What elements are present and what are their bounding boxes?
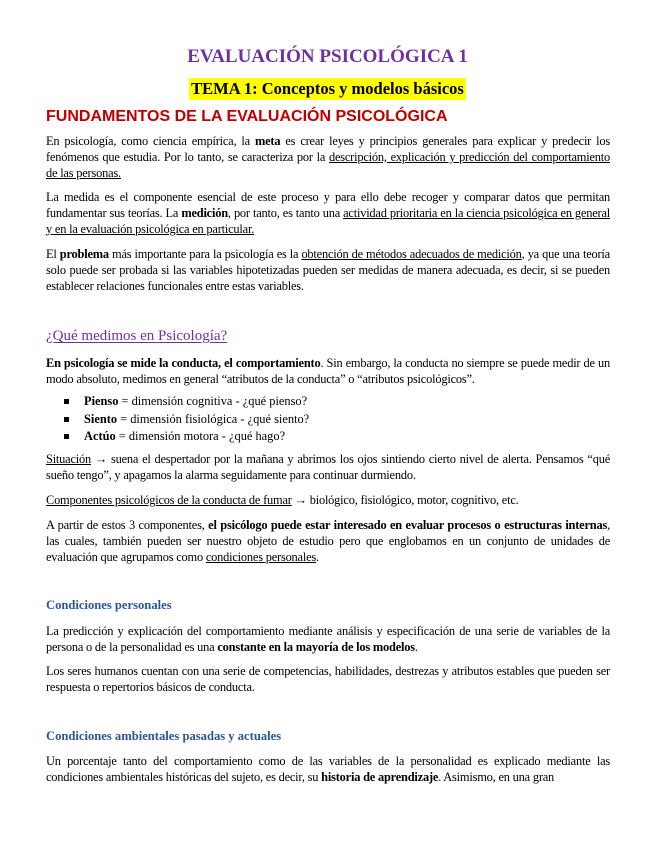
paragraph-conducta — [46, 356, 610, 388]
paragraph-seres-humanos: Los seres humanos cuentan con una serie de competencias, habilidades, destrezas y atributos estables que pueden ser respuesta o repertorios básicos de conducta. — [46, 664, 610, 694]
paragraph-fumar — [46, 493, 610, 509]
text-run: , las cuales, también pueden ser nuestro objeto de estudio pero que englobamos en un conjunto de unidades de evaluación que agrupamos como — [46, 518, 610, 564]
underlined-phrase: Situación — [46, 452, 92, 466]
text-run: A partir de estos 3 componentes, — [46, 518, 209, 532]
text-run: → biológico, fisiológico, motor, cognitivo, etc. — [291, 493, 519, 507]
text-run: . — [414, 639, 418, 654]
text-run: , ya que una teoría solo puede ser probada si las variables hipotetizadas pueden ser medidas de manera adecuada, es decir, si se pueden establecer relaciones funcionales entre estas variables. — [46, 247, 610, 293]
text-run: Un porcentaje tanto del comportamiento como de las variables de la personalidad es explicado mediante las condiciones ambientales históricas del sujeto, es decir, su — [46, 754, 610, 784]
paragraph-situacion — [46, 452, 610, 484]
text-run: La predicción y explicación del comportamiento mediante análisis y especificación de una serie de variables de la persona o de la personalidad es una — [46, 624, 610, 654]
square-bullet-icon — [64, 434, 69, 439]
document-title: EVALUACIÓN PSICOLÓGICA 1 — [187, 46, 468, 67]
list-item — [64, 393, 309, 411]
list-item — [64, 428, 309, 446]
text-run: . Asimismo, en una gran — [438, 769, 555, 784]
text-run: es crear leyes y principios generales para explicar y predecir los fenómenos que estudia. Por lo tanto, se caracteriza por la — [46, 134, 611, 164]
bullet-text: = dimensión motora - ¿qué hago? — [115, 429, 286, 443]
text-run: → suena el despertador por la mañana y abrimos los ojos sintiendo cierto nivel de alerta. Pensamos “qué sueño tengo”, y apagamos la alarma seguidamente para continuar durmiendo. — [46, 452, 610, 482]
bold-term-problema: problema — [59, 247, 109, 261]
paragraph-prediccion — [46, 624, 610, 656]
text-run: . — [316, 549, 319, 564]
paragraph-porcentaje — [46, 754, 610, 786]
bullet-term: Pienso — [84, 394, 119, 408]
paragraph-componentes — [46, 518, 610, 565]
bullet-text: = dimensión cognitiva - ¿qué pienso? — [118, 394, 308, 408]
section-heading-fundamentos: FUNDAMENTOS DE LA EVALUACIÓN PSICOLÓGICA — [46, 108, 448, 125]
heading-condiciones-personales: Condiciones personales — [46, 598, 172, 612]
text-run: . Sin embargo, la conducta no siempre se puede medir de un modo absoluto, medimos en general “atributos de la conducta” o “atributos psicológicos”. — [46, 356, 610, 386]
bullet-term: Siento — [84, 411, 118, 426]
bold-phrase: constante en la mayoría de los modelos — [217, 639, 415, 654]
paragraph-medida — [46, 190, 610, 237]
bullet-term: Actúo — [84, 429, 116, 443]
text-run: más importante para la psicología es la — [108, 247, 302, 261]
underlined-phrase: obtención de métodos adecuados de medición — [301, 247, 522, 261]
heading-condiciones-ambientales: Condiciones ambientales pasadas y actuales — [46, 729, 282, 743]
bold-phrase: historia de aprendizaje — [321, 769, 439, 784]
list-item — [64, 411, 309, 429]
underlined-phrase: Componentes psicológicos de la conducta de fumar — [46, 493, 292, 507]
dimension-list — [64, 393, 309, 446]
text-run: En psicología, como ciencia empírica, la — [46, 134, 255, 148]
square-bullet-icon — [64, 417, 69, 422]
underlined-phrase: actividad prioritaria en la ciencia psicológica en general y en la evaluación psicológica en particular. — [46, 205, 610, 236]
heading-que-medimos: ¿Qué medimos en Psicología? — [46, 328, 228, 344]
bold-term-medicion: medición — [181, 205, 228, 220]
topic-subtitle: TEMA 1: Conceptos y modelos básicos — [191, 79, 464, 98]
underlined-phrase: descripción, explicación y predicción del comportamiento de las personas. — [46, 149, 611, 180]
subtitle-wrapper — [0, 78, 655, 100]
text-run: El — [46, 247, 60, 261]
text-run: , por tanto, es tanto una — [227, 205, 344, 220]
bullet-text: = dimensión fisiológica - ¿qué siento? — [117, 411, 310, 426]
bold-phrase: el psicólogo puede estar interesado en evaluar procesos o estructuras internas — [208, 518, 608, 532]
paragraph-problema — [46, 247, 610, 294]
underlined-phrase: condiciones personales — [205, 549, 317, 564]
bold-phrase: En psicología se mide la conducta, el comportamiento — [46, 356, 321, 370]
bold-term-meta: meta — [254, 134, 281, 148]
paragraph-meta — [46, 134, 610, 181]
square-bullet-icon — [64, 399, 69, 404]
text-run: La medida es el componente esencial de este proceso y para ello debe recoger y comparar datos que permitan fundamentar sus teorías. La — [46, 190, 610, 220]
